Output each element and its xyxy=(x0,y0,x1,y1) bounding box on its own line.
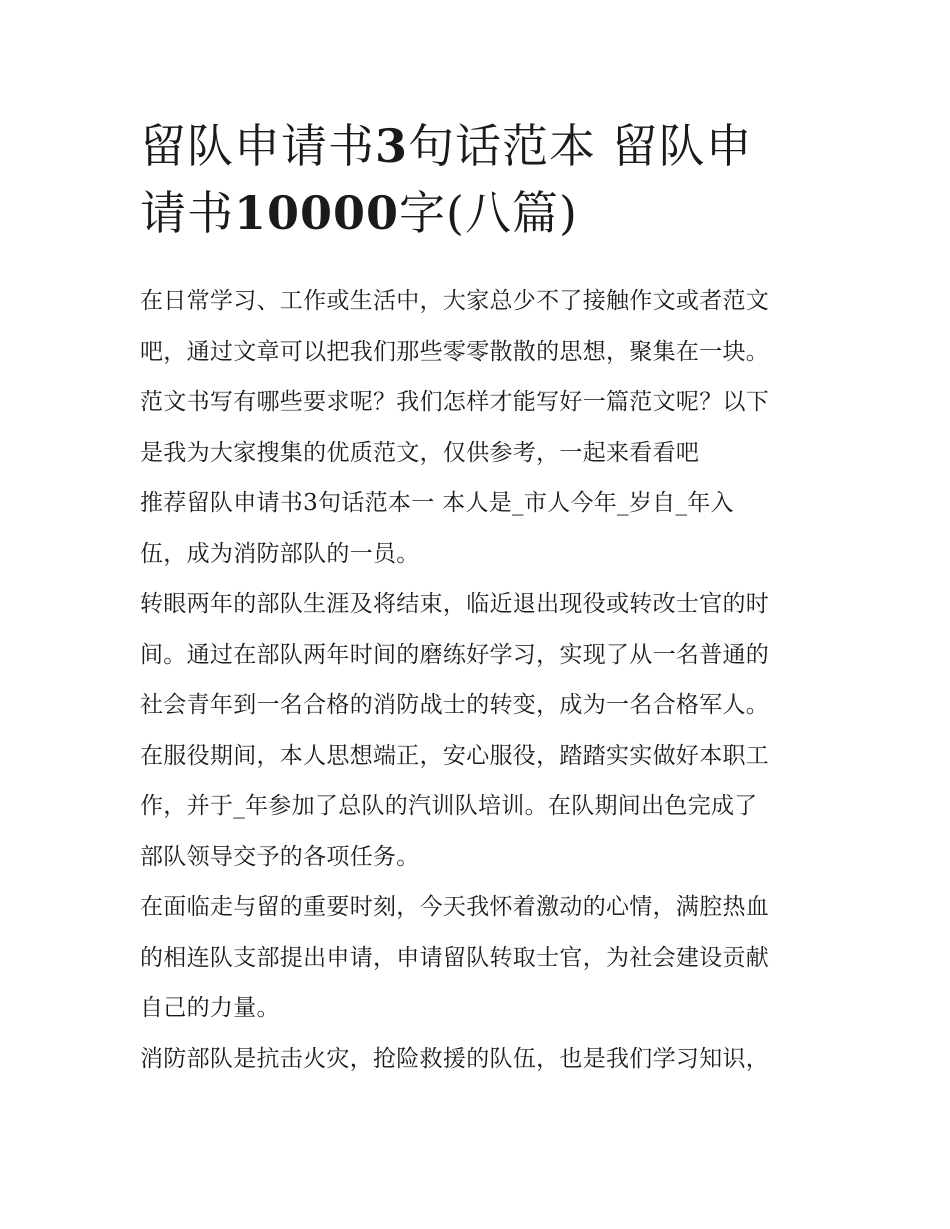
body-line: 社会青年到一名合格的消防战士的转变，成为一名合格军人。 xyxy=(140,692,770,718)
body-line: 部队领导交予的各项任务。 xyxy=(140,843,420,870)
title-line-1: 留队申请书3句话范本 留队申 xyxy=(140,119,753,173)
body-line: 消防部队是抗击火灾，抢险救援的队伍，也是我们学习知识， xyxy=(140,1045,770,1072)
body-line: 在面临走与留的重要时刻，今天我怀着激动的心情，满腔热血 xyxy=(140,894,770,920)
body-line: 吧，通过文章可以把我们那些零零散散的思想，聚集在一块。 xyxy=(140,338,770,365)
title-number: 3 xyxy=(375,119,409,173)
body-line: 作，并于_年参加了总队的汽训队培训。在队期间出色完成了 xyxy=(140,793,758,819)
title-line-2: 请书10000字(八篇) xyxy=(140,186,578,240)
body-line: 转眼两年的部队生涯及将结束，临近退出现役或转改士官的时 xyxy=(140,591,770,617)
title-number: 10000 xyxy=(234,186,400,240)
body-line: 伍，成为消防部队的一员。 xyxy=(140,540,420,567)
body-line: 在日常学习、工作或生活中，大家总少不了接触作文或者范文 xyxy=(140,288,770,314)
document-body xyxy=(140,276,820,1084)
body-line: 范文书写有哪些要求呢？我们怎样才能写好一篇范文呢？以下 xyxy=(140,389,770,415)
body-line: 推荐留队申请书3句话范本一 本人是_市人今年_岁自_年入 xyxy=(140,490,734,516)
body-line: 的相连队支部提出申请，申请留队转取士官，为社会建设贡献 xyxy=(140,944,770,971)
page-title xyxy=(140,113,820,247)
body-line: 自己的力量。 xyxy=(140,995,280,1021)
body-line: 间。通过在部队两年时间的磨练好学习，实现了从一名普通的 xyxy=(140,641,770,668)
body-line: 是我为大家搜集的优质范文，仅供参考，一起来看看吧 xyxy=(140,439,700,466)
body-line: 在服役期间，本人思想端正，安心服役，踏踏实实做好本职工 xyxy=(140,742,770,769)
